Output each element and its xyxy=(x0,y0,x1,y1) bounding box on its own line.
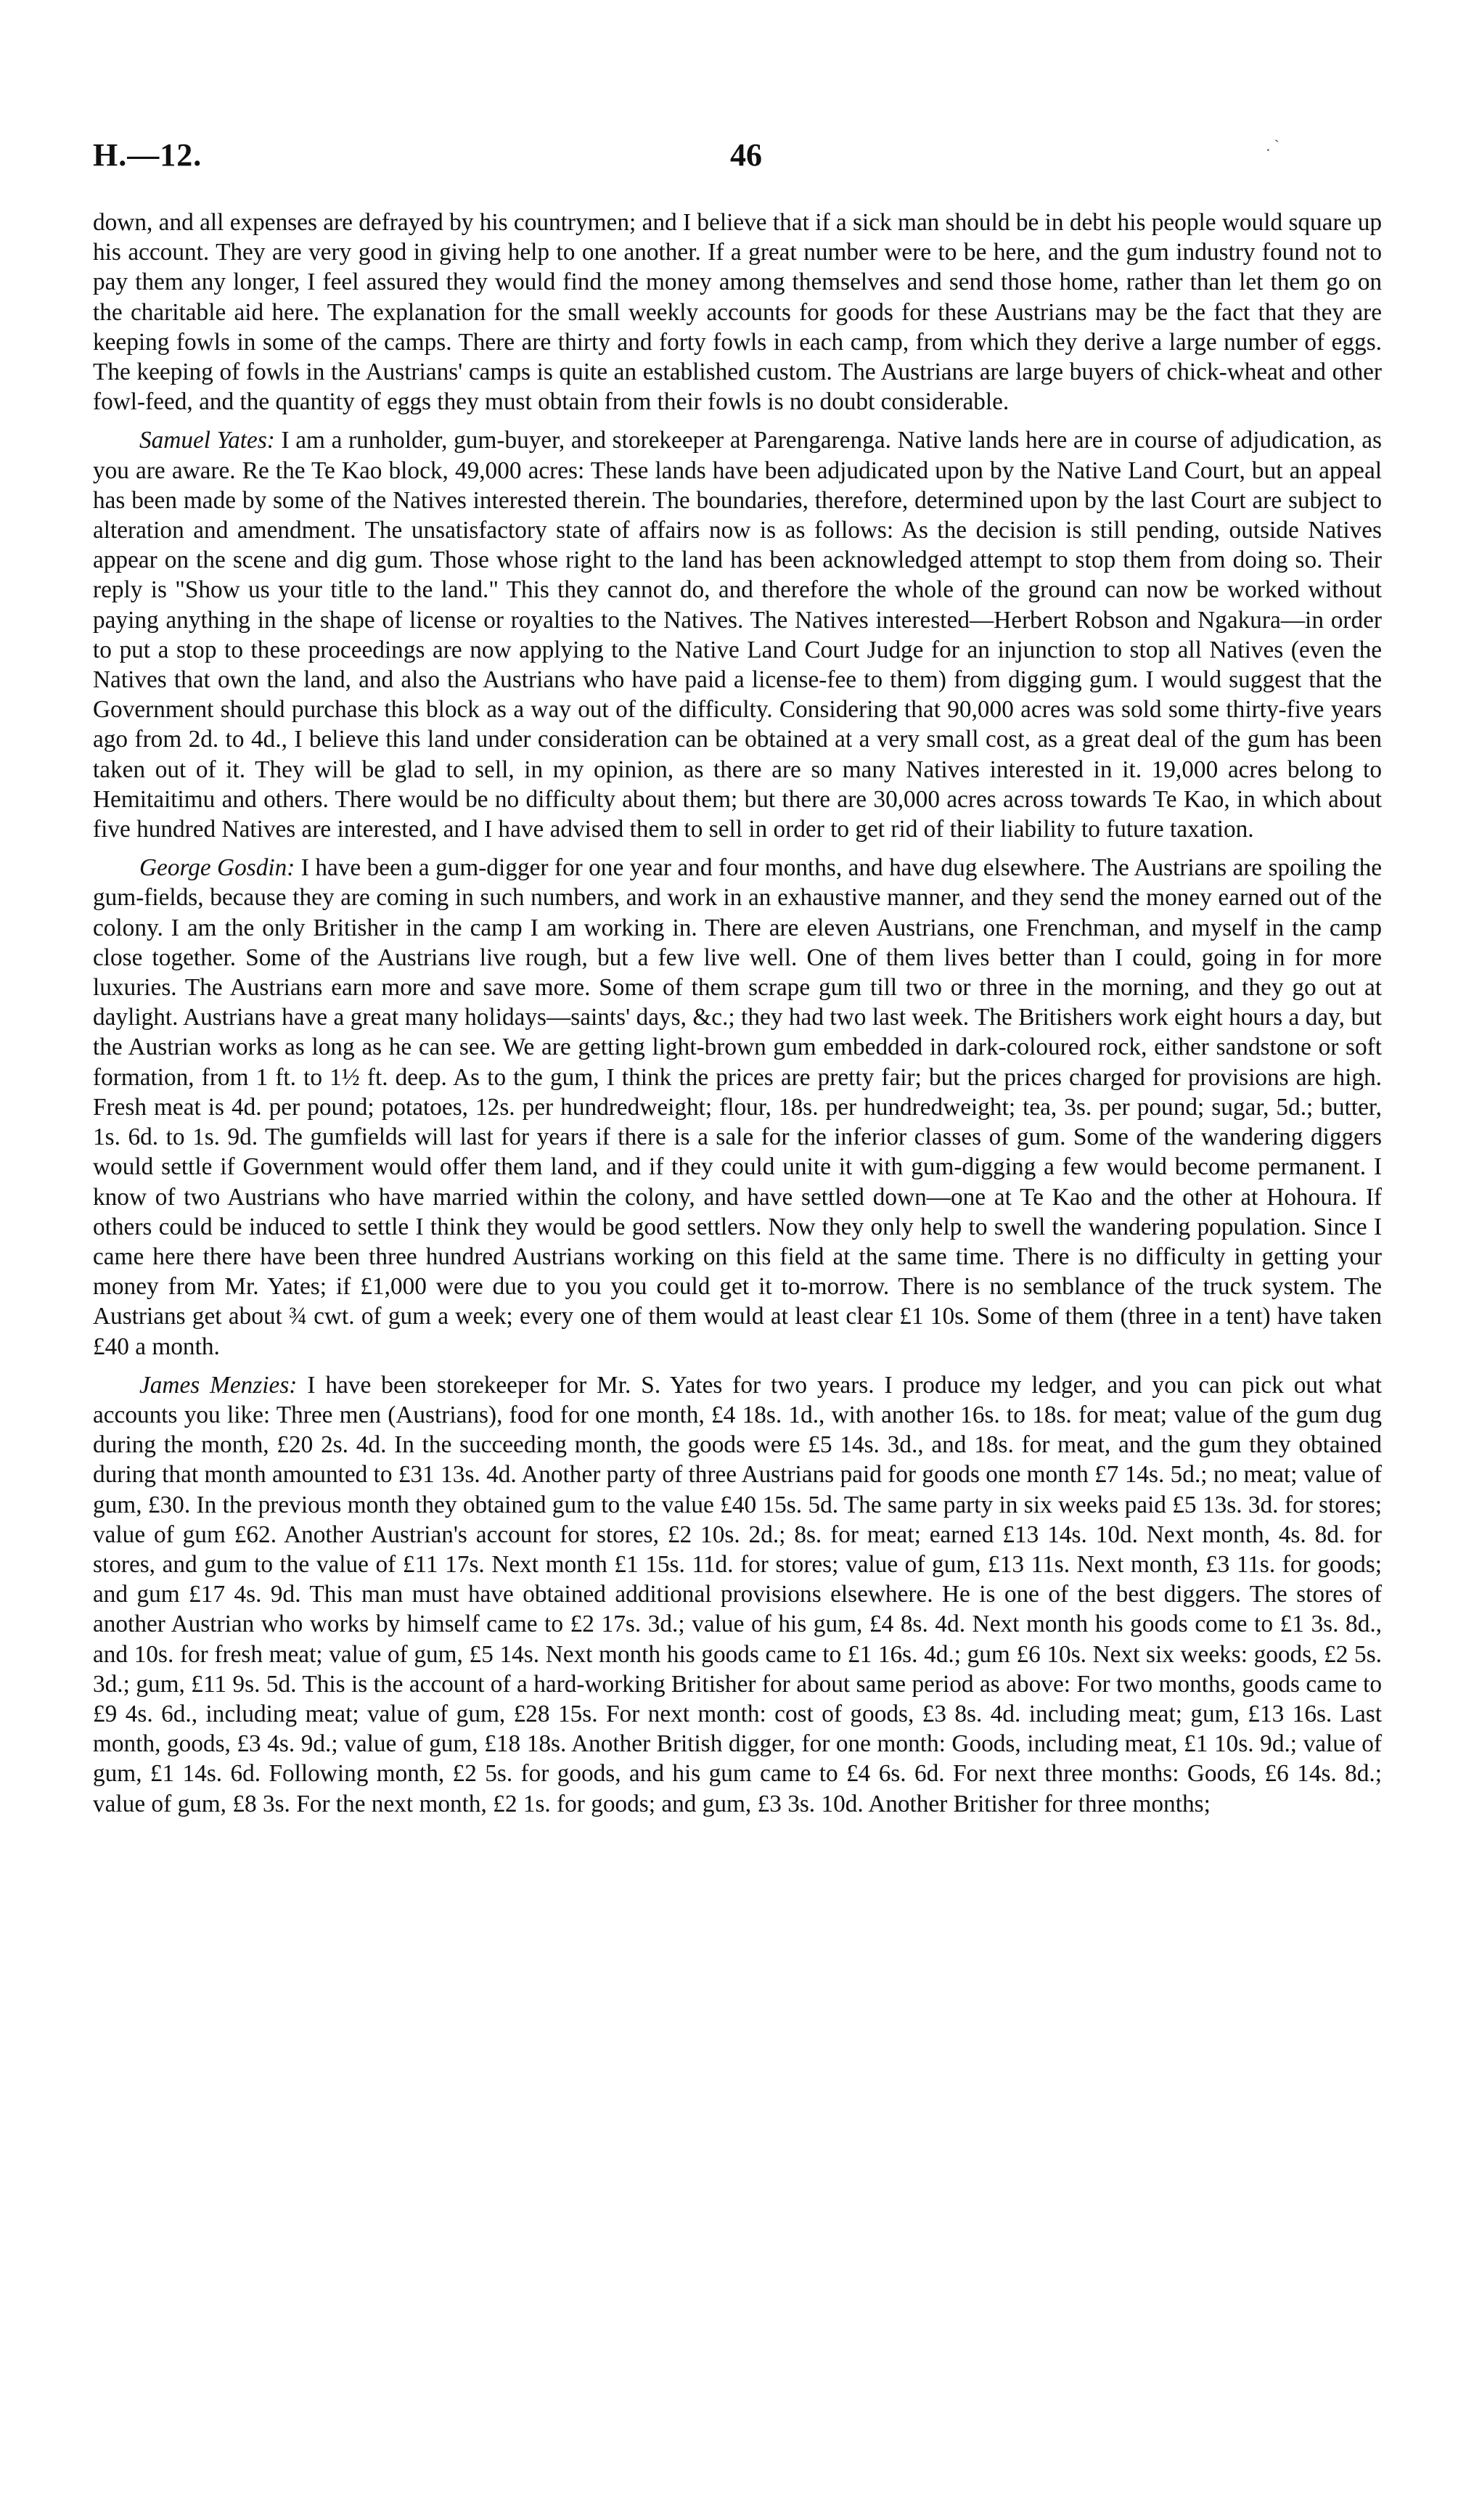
page-header xyxy=(93,136,1381,180)
testimony-george-gosdin xyxy=(93,853,1382,1361)
paragraph-text: I have been storekeeper for Mr. S. Yates for two years. I produce my ledger, and you can pick out what accounts you like: Three men (Austrians), food for one month, £4 18s. 1d., with another 16s. to 18s. for meat; value of the gum dug during the month, £20 2s. 4d. In the succeeding month, the goods were £5 14s. 3d., and 18s. for meat, and the gum they obtained during that month amounted to £31 13s. 4d. Another party of three Austrians paid for goods one month £7 14s. 5d.; no meat; value of gum, £30. In the previous month they obtained gum to the value £40 15s. 5d. The same party in six weeks paid £5 13s. 3d. for stores; value of gum £62. Another Austrian's account for stores, £2 10s. 2d.; 8s. for meat; earned £13 14s. 10d. Next month, 4s. 8d. for stores, and gum to the value of £11 17s. Next month £1 15s. 11d. for stores; value of gum, £13 11s. Next month, £3 11s. for goods; and gum £17 4s. 9d. This man must have obtained additional provisions elsewhere. He is one of the best diggers. The stores of another Austrian who works by himself came to £2 17s. 3d.; value of his gum, £4 8s. 4d. Next month his goods come to £1 3s. 8d., and 10s. for fresh meat; value of gum, £5 14s. Next month his goods came to £1 16s. 4d.; gum £6 10s. Next six weeks: goods, £2 5s. 3d.; gum, £11 9s. 5d. This is the account of a hard-working Britisher for about same period as above: For two months, goods came to £9 4s. 6d., including meat; value of gum, £28 15s. For next month: cost of goods, £3 8s. 4d. including meat; gum, £13 16s. Last month, goods, £3 4s. 9d.; value of gum, £18 18s. Another British digger, for one month: Goods, including meat, £1 10s. 9d.; value of gum, £1 14s. 6d. Following month, £2 5s. for goods, and his gum came to £4 6s. 6d. For next three months: Goods, £6 14s. 8d.; value of gum, £8 3s. For the next month, £2 1s. for goods; and gum, £3 3s. 10d. Another Britisher for three months; xyxy=(93,1371,1383,1817)
paragraph-text: down, and all expenses are defrayed by his countrymen; and I believe that if a sick man should be in debt his people would square up his account. They are very good in giving help to one another. If a great number were to be here, and the gum industry found not to pay them any longer, I feel assured they would find the money among themselves and send those home, rather than let them go on the charitable aid here. The explanation for the small weekly accounts for goods for these Austrians may be the fact that they are keeping fowls in some of the camps. There are thirty and forty fowls in each camp, from which they derive a large number of eggs. The keeping of fowls in the Austrians' camps is quite an established custom. The Austrians are large buyers of chick-wheat and other fowl-feed, and the quantity of eggs they must obtain from their fowls is no doubt considerable. xyxy=(93,209,1382,416)
testimony-samuel-yates xyxy=(93,425,1382,844)
body-text xyxy=(93,208,1382,1828)
document-reference: H.—12. xyxy=(93,137,202,173)
corner-mark: . ` xyxy=(1266,136,1279,155)
speaker-name: George Gosdin: xyxy=(139,854,295,882)
speaker-name: Samuel Yates: xyxy=(139,427,275,454)
paragraph-text: I have been a gum-digger for one year and four months, and have dug elsewhere. The Austrians are spoiling the gum-fields, because they are coming in such numbers, and work in an exhaustive manner, and they send the money earned out of the colony. I am the only Britisher in the camp I am working in. There are eleven Austrians, one Frenchman, and myself in the camp close together. Some of the Austrians live rough, but a few live well. One of them lives better than I could, going in for more luxuries. The Austrians earn more and save more. Some of them scrape gum till two or three in the morning, and they go out at daylight. Austrians have a great many holidays—saints' days, &c.; they had two last week. The Britishers work eight hours a day, but the Austrian works as long as he can see. We are getting light-brown gum embedded in dark-coloured rock, either sandstone or soft formation, from 1 ft. to 1½ ft. deep. As to the gum, I think the prices are pretty fair; but the prices charged for provisions are high. Fresh meat is 4d. per pound; potatoes, 12s. per hundredweight; flour, 18s. per hundredweight; tea, 3s. per pound; sugar, 5d.; butter, 1s. 6d. to 1s. 9d. The gumfields will last for years if there is a sale for the inferior classes of gum. Some of the wandering diggers would settle if Government would offer them land, and if they could unite it with gum-digging a few would become permanent. I know of two Austrians who have married within the colony, and have settled down—one at Te Kao and the other at Hohoura. If others could be induced to settle I think they would be good settlers. Now they only help to swell the wandering population. Since I came here there have been three hundred Austrians working on this field at the same time. There is no difficulty in getting your money from Mr. Yates; if £1,000 were due to you you could get it to-morrow. There is no semblance of the truck system. The Austrians get about ¾ cwt. of gum a week; every one of them would at least clear £1 10s. Some of them (three in a tent) have taken £40 a month. xyxy=(93,854,1382,1360)
paragraph-continuation xyxy=(93,208,1382,417)
testimony-james-menzies xyxy=(93,1370,1382,1819)
speaker-name: James Menzies: xyxy=(139,1371,298,1399)
page-number: 46 xyxy=(730,137,762,173)
paragraph-text: I am a runholder, gum-buyer, and storekeeper at Parengarenga. Native lands here are in course of adjudication, as you are aware. Re the Te Kao block, 49,000 acres: These lands have been adjudicated upon by the Native Land Court, but an appeal has been made by some of the Natives interested therein. The boundaries, therefore, determined upon by the last Court are subject to alteration and amendment. The unsatisfactory state of affairs now is as follows: As the decision is still pending, outside Natives appear on the scene and dig gum. Those whose right to the land has been acknowledged attempt to stop them from doing so. Their reply is "Show us your title to the land." This they cannot do, and therefore the whole of the ground can now be worked without paying anything in the shape of license or royalties to the Natives. The Natives interested—Herbert Robson and Ngakura—in order to put a stop to these proceedings are now applying to the Native Land Court Judge for an injunction to stop all Natives (even the Natives that own the land, and also the Austrians who have paid a license-fee to them) from digging gum. I would suggest that the Government should purchase this block as a way out of the difficulty. Considering that 90,000 acres was sold some thirty-five years ago from 2d. to 4d., I believe this land under consideration can be obtained at a very small cost, as a great deal of the gum has been taken out of it. They will be glad to sell, in my opinion, as there are so many Natives interested in it. 19,000 acres belong to Hemitaitimu and others. There would be no difficulty about them; but there are 30,000 acres across towards Te Kao, in which about five hundred Natives are interested, and I have advised them to sell in order to get rid of their liability to future taxation. xyxy=(93,427,1383,843)
